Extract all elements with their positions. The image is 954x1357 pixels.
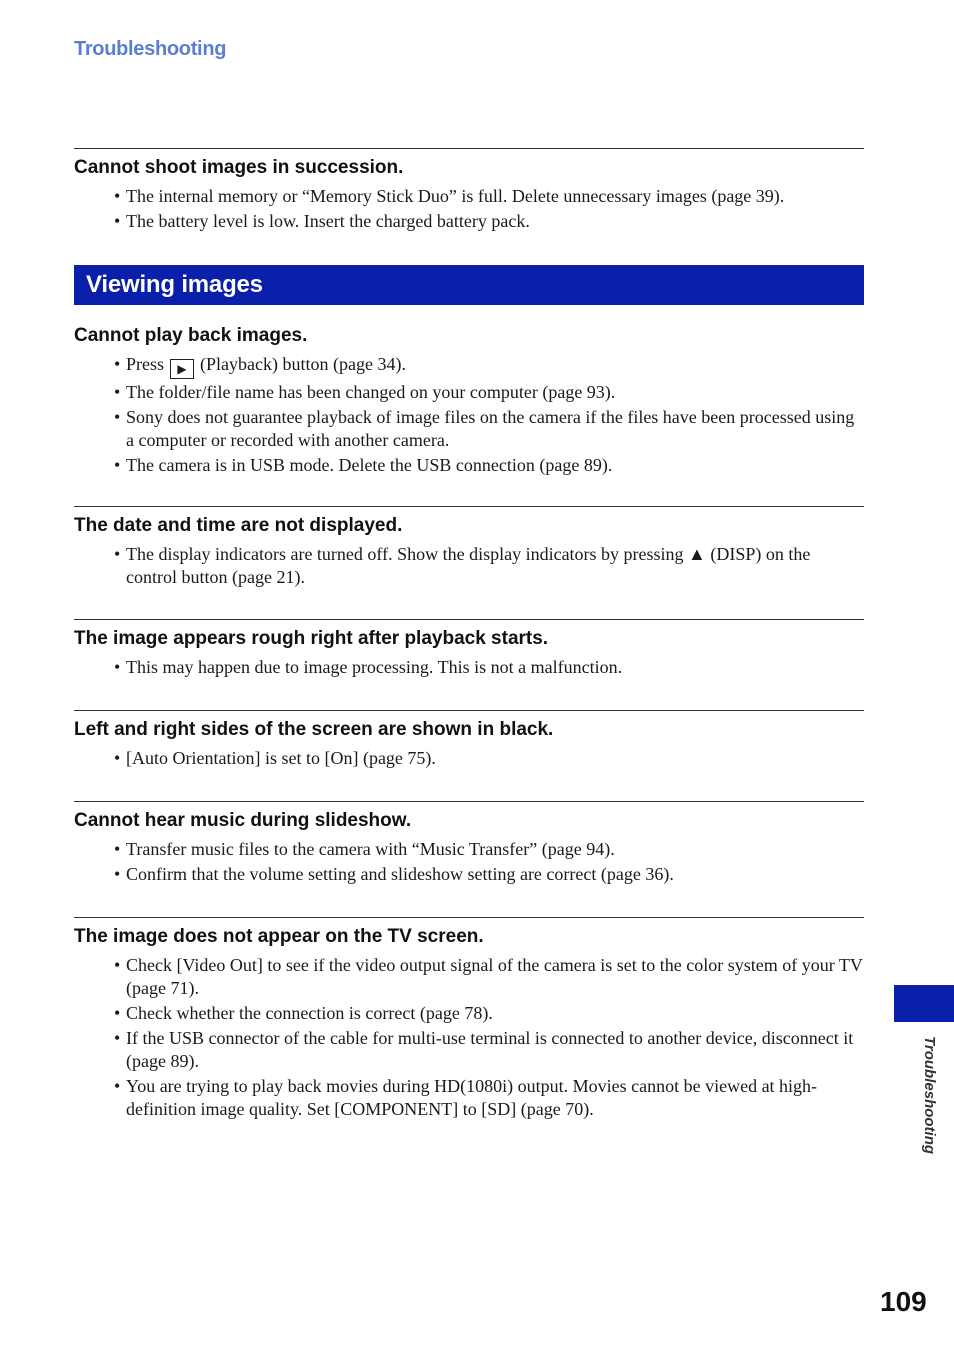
list-item: • [Auto Orientation] is set to [On] (page 75).: [126, 747, 864, 770]
section-slideshow-music: [74, 801, 864, 917]
list-item: • The battery level is low. Insert the charged battery pack.: [126, 210, 864, 233]
section-date-time: [74, 506, 864, 619]
list-item: • If the USB connector of the cable for multi-use terminal is connected to another device, disconnect it (page 89).: [126, 1027, 864, 1073]
bullet-list: [74, 185, 864, 233]
section-play-back: [74, 305, 864, 506]
list-item: • The folder/file name has been changed on your computer (page 93).: [126, 381, 864, 404]
list-item: • Check whether the connection is correct (page 78).: [126, 1002, 864, 1025]
section-tv-screen: [74, 917, 864, 1121]
section-title: Cannot hear music during slideshow.: [74, 810, 412, 831]
section-title: Cannot shoot images in succession.: [74, 157, 404, 178]
play-icon: ▶: [170, 359, 194, 379]
section-title: The image does not appear on the TV screen.: [74, 926, 484, 947]
list-item: • You are trying to play back movies during HD(1080i) output. Movies cannot be viewed at high-definition image quality. Set [COMPONENT] to [SD] (page 70).: [126, 1075, 864, 1121]
list-item: • The camera is in USB mode. Delete the USB connection (page 89).: [126, 454, 864, 477]
side-index-tab: [894, 985, 954, 1022]
press-prefix: Press: [126, 354, 165, 374]
side-index-label: Troubleshooting: [921, 1036, 938, 1155]
page-number: 109: [880, 1286, 927, 1317]
bullet-list: [74, 656, 864, 679]
bullet-list: [74, 353, 864, 477]
main-content: [74, 148, 864, 1123]
list-item: • Check [Video Out] to see if the video output signal of the camera is set to the color system of your TV (page 71).: [126, 954, 864, 1000]
press-suffix: (Playback) button (page 34).: [200, 354, 406, 374]
bullet-list: [74, 838, 864, 886]
bullet-list: [74, 543, 864, 589]
section-title: The date and time are not displayed.: [74, 515, 403, 536]
list-item: • Sony does not guarantee playback of image files on the camera if the files have been processed using a computer or recorded with another camera.: [126, 406, 864, 452]
section-shoot-succession: [74, 148, 864, 265]
section-title: Cannot play back images.: [74, 325, 308, 346]
section-rough-image: [74, 619, 864, 710]
list-item: [126, 353, 864, 379]
running-head: Troubleshooting: [74, 38, 227, 60]
list-item: • Transfer music files to the camera with “Music Transfer” (page 94).: [126, 838, 864, 861]
list-item: • This may happen due to image processing. This is not a malfunction.: [126, 656, 864, 679]
section-title: Left and right sides of the screen are shown in black.: [74, 719, 554, 740]
section-banner: Viewing images: [74, 265, 864, 305]
list-item: • The display indicators are turned off. Show the display indicators by pressing ▲ (DISP) on the control button (page 21).: [126, 543, 864, 589]
bullet-list: [74, 747, 864, 770]
section-black-sides: [74, 710, 864, 801]
bullet-list: [74, 954, 864, 1121]
section-title: The image appears rough right after playback starts.: [74, 628, 549, 649]
list-item: • The internal memory or “Memory Stick Duo” is full. Delete unnecessary images (page 39).: [126, 185, 864, 208]
list-item: • Confirm that the volume setting and slideshow setting are correct (page 36).: [126, 863, 864, 886]
